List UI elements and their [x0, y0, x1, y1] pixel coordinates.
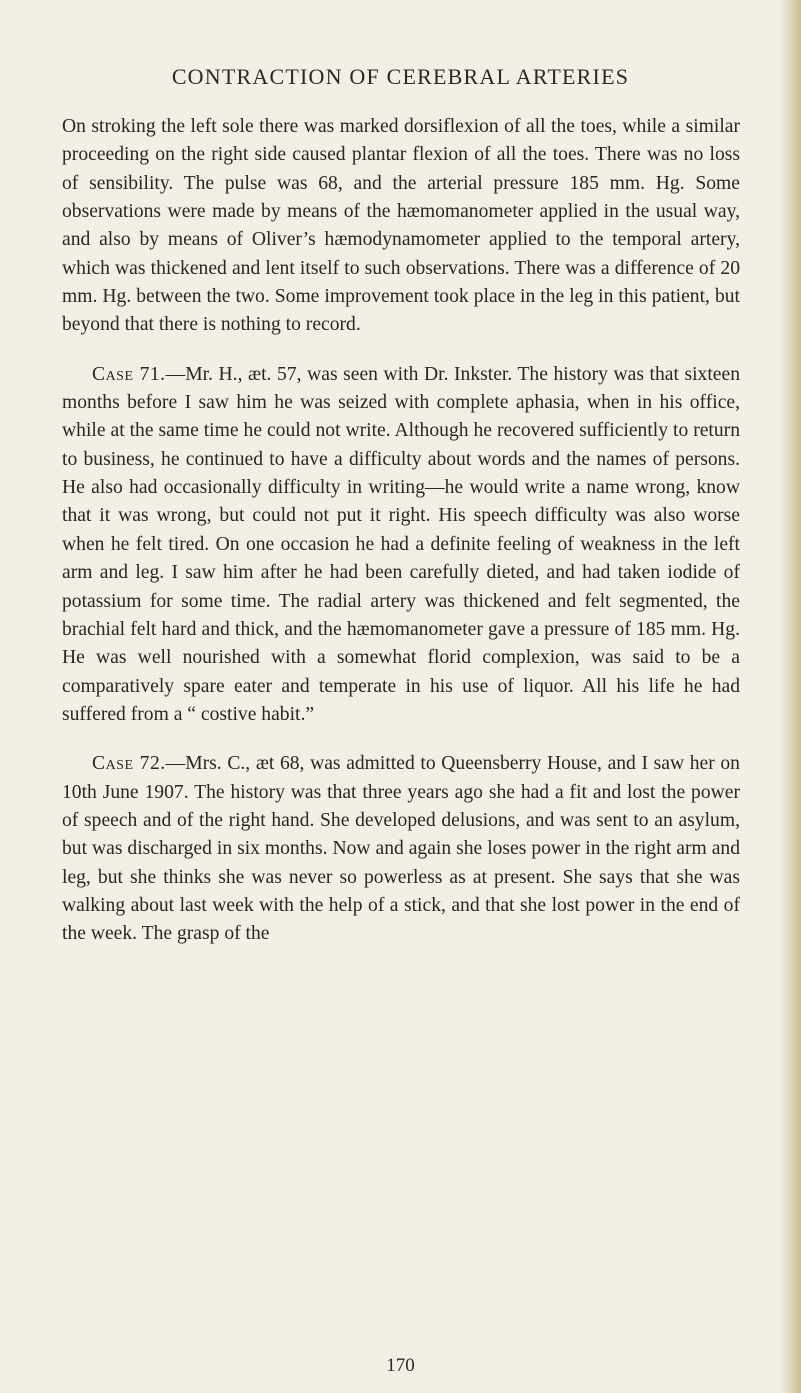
page-number: 170 [386, 1355, 415, 1376]
case-label: Case 72. [92, 753, 166, 775]
paragraph-text: —Mr. H., æt. 57, was seen with Dr. Inkster. The history was that sixteen months before I saw him he was seized with complete aphasia, when in his office, while at the same time he could not write. Although he recovered sufficiently to return to business, he continued to have a difficulty about words and the names of persons. He also had occasionally difficulty in writing—he would write a name wrong, know that it was wrong, but could not put it right. His speech difficulty was also worse when he felt tired. On one occasion he had a definite feeling of weakness in the left arm and leg. I saw him after he had been carefully dieted, and had taken iodide of potassium for some time. The radial artery was thickened and felt segmented, the brachial felt hard and thick, and the hæmomanometer gave a pressure of 185 mm. Hg. He was well nourished with a somewhat florid complexion, was said to be a comparatively spare eater and temperate in his use of liquor. All his life he had suffered from a “ costive habit.” [62, 363, 740, 725]
page-edge-shadow [779, 0, 801, 1393]
running-head: CONTRACTION OF CEREBRAL ARTERIES [171, 64, 630, 89]
paragraph-continuation [62, 113, 740, 340]
paragraph-text: —Mrs. C., æt 68, was admitted to Queensberry House, and I saw her on 10th June 1907. The history was that three years ago she had a fit and lost the power of speech and of the right hand. She developed delusions, and was sent to an asylum, but was discharged in six months. Now and again she loses power in the right arm and leg, but she thinks she was never so powerless as at present. She says that she was walking about last week with the help of a stick, and that she lost power in the end of the week. The grasp of the [62, 753, 740, 945]
paragraph-case-72 [62, 750, 740, 948]
body-text [62, 113, 740, 949]
case-label: Case 71. [92, 363, 166, 385]
paragraph-text: On stroking the left sole there was marked dorsiflexion of all the toes, while a similar proceeding on the right side caused plantar flexion of all the toes. There was no loss of sensibility. The pulse was 68, and the arterial pressure 185 mm. Hg. Some observations were made by means of the hæmomanometer applied in the usual way, and also by means of Oliver’s hæmodynamometer applied to the temporal artery, which was thickened and lent itself to such observations. There was a difference of 20 mm. Hg. between the two. Some improvement took place in the leg in this patient, but beyond that there is nothing to record. [62, 116, 740, 336]
paragraph-case-71 [62, 361, 740, 729]
